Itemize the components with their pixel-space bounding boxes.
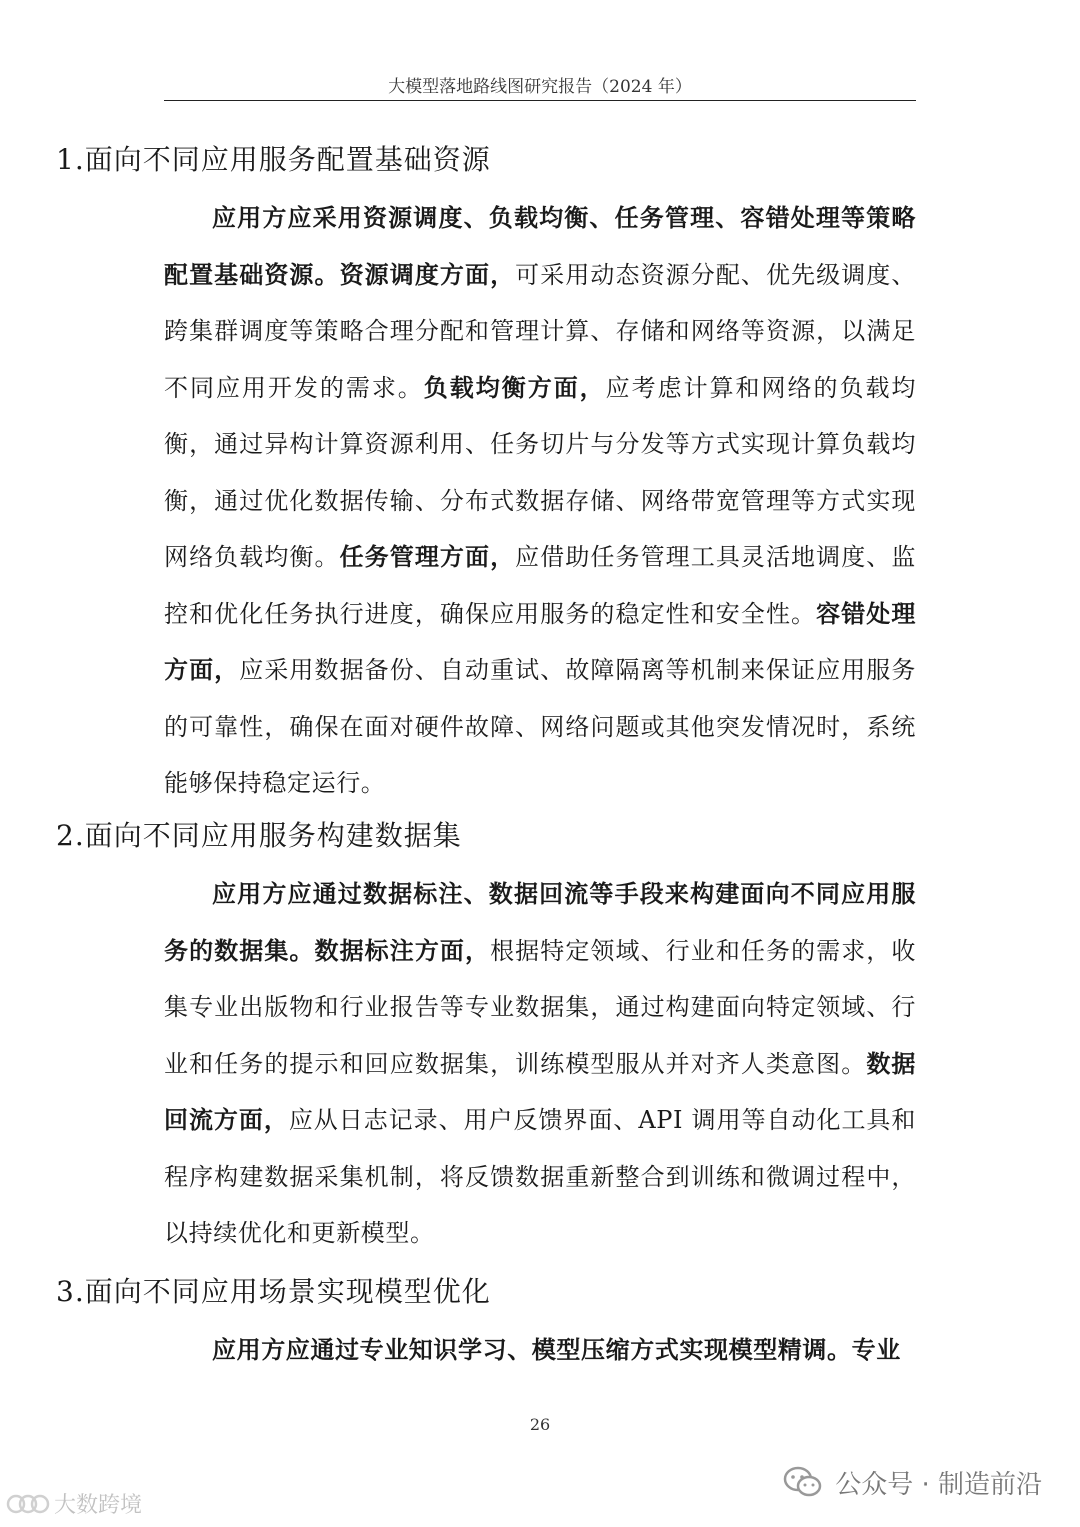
para-1-run-1: 应用方应采用资源调度、负载均衡、任务管理、容错处理等策略配置基础资源。资源调度方面，	[164, 204, 916, 289]
para-3-run-1: 应用方应通过专业知识学习、模型压缩方式实现模型精调。专业	[212, 1336, 901, 1364]
para-1-run-7: 容错处理方面，	[164, 599, 916, 684]
section-3-paragraph	[164, 1322, 916, 1379]
para-2-run-1: 应用方应通过数据标注、数据回流等手段来构建面向不同应用服务的数据集。数据标注方面，	[164, 880, 916, 965]
wechat-account-name: 公众号 · 制造前沿	[835, 1469, 1042, 1500]
section-title-2: 2.面向不同应用服务构建数据集	[56, 819, 462, 852]
para-1-run-5: 任务管理方面，	[339, 543, 516, 571]
brand-name: 大数跨境	[54, 1493, 143, 1518]
page-header	[164, 74, 916, 101]
page-number: 26	[529, 1415, 551, 1434]
para-1-run-3: 负载均衡方面，	[423, 373, 606, 402]
section-title-1: 1.面向不同应用服务配置基础资源	[56, 143, 491, 176]
para-1-run-2: 可采用动态资源分配、优先级调度、跨集群调度等策略合理分配和管理计算、存储和网络等资源，以满足不同应用开发的需求。	[164, 260, 916, 402]
section-title-3: 3.面向不同应用场景实现模型优化	[56, 1275, 491, 1308]
para-2-run-3: 数据回流方面，	[164, 1049, 916, 1134]
para-1-run-8: 应采用数据备份、自动重试、故障隔离等机制来保证应用服务的可靠性，确保在面对硬件故障、网络问题或其他突发情况时，系统能够保持稳定运行。	[164, 656, 916, 797]
para-2-run-2: 根据特定领域、行业和任务的需求，收集专业出版物和行业报告等专业数据集，通过构建面向特定领域、行业和任务的提示和回应数据集，训练模型服从并对齐人类意图。	[164, 936, 916, 1078]
section-1-paragraph	[164, 190, 916, 812]
brand-watermark	[6, 1488, 142, 1519]
wechat-icon	[783, 1465, 823, 1499]
section-2-paragraph	[164, 866, 916, 1262]
para-1-run-6: 应借助任务管理工具灵活地调度、监控和优化任务执行进度，确保应用服务的稳定性和安全性。	[164, 543, 916, 628]
brand-logo-icon	[6, 1489, 50, 1519]
para-2-run-4: 应从日志记录、用户反馈界面、API 调用等自动化工具和程序构建数据采集机制，将反馈数据重新整合到训练和微调过程中，以持续优化和更新模型。	[164, 1106, 916, 1247]
para-1-run-4: 应考虑计算和网络的负载均衡，通过异构计算资源利用、任务切片与分发等方式实现计算负载均衡，通过优化数据传输、分布式数据存储、网络带宽管理等方式实现网络负载均衡。	[164, 373, 917, 571]
header-title: 大模型落地路线图研究报告（2024 年）	[388, 77, 692, 97]
wechat-watermark	[783, 1462, 1042, 1502]
